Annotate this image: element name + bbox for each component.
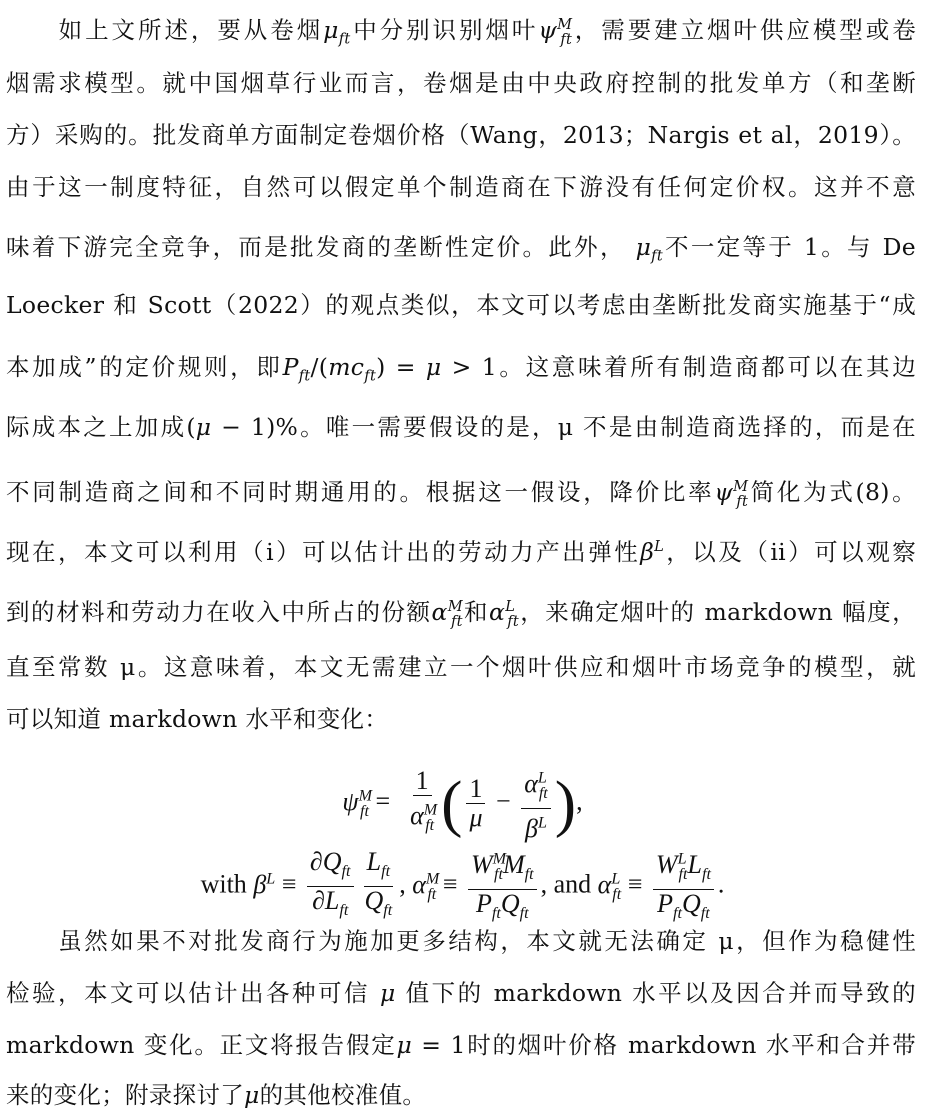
p1-line-1: 如上文所述，要从卷烟$\mu_{ft}$中分别识别烟叶$\psi^M_{ft}$，需要建立烟叶供应模型或卷	[56, 15, 916, 48]
p1-line-7: 本加成”的定价规则，即$P_{ft}/(mc_{ft}) = \mu > 1$。这意味着所有制造商都可以在其边	[6, 353, 916, 385]
p1-line-2: 烟需求模型。就中国烟草行业而言，卷烟是由中央政府控制的批发单方（和垄断	[6, 69, 916, 97]
equation-definitions: with $\beta^L$ ≡ $\frac{\partial Q_{ft}}{\partial L_{ft}}$ $\frac{L_{ft}}{Q_{ft}}$ , $\alpha^M_{ft}$ ≡ $\frac{W^M_{ft}M_{ft}}{P_{ft}Q_{ft}}$ , and $\alpha^L_{ft}$ ≡ $\frac{W^L_{ft}L_{ft}}{P_{ft}Q_{ft}}$ .	[200, 847, 725, 923]
p1-line-3: 方）采购的。批发商单方面制定卷烟价格（Wang，2013；Nargis et al，2019）。	[6, 121, 916, 149]
p1-line-12: 直至常数 μ。这意味着，本文无需建立一个烟叶供应和烟叶市场竞争的模型，就	[6, 653, 916, 681]
p1-line-9: 不同制造商之间和不同时期通用的。根据这一假设，降价比率$\psi^M_{ft}$简化为式(8)。	[6, 477, 916, 510]
p1-line-6: Loecker 和 Scott（2022）的观点类似，本文可以考虑由垄断批发商实施基于“成	[6, 291, 916, 319]
p1-line-8: 际成本之上加成(μ − 1)%。唯一需要假设的是，μ 不是由制造商选择的，而是在	[6, 413, 916, 441]
p2-line-4: 来的变化；附录探讨了μ的其他校准值。	[6, 1081, 427, 1109]
p1-line-11: 到的材料和劳动力在收入中所占的份额$\alpha^M_{ft}$和$\alpha^L_{ft}$，来确定烟叶的 markdown 幅度，	[6, 597, 916, 630]
p1-line-4: 由于这一制度特征，自然可以假定单个制造商在下游没有任何定价权。这并不意	[6, 173, 916, 201]
p1-line-13: 可以知道 markdown 水平和变化：	[6, 705, 389, 733]
p2-line-2: 检验，本文可以估计出各种可信 μ 值下的 markdown 水平以及因合并而导致的	[6, 979, 916, 1007]
equation-psi: $\psi^M_{ft}$ = $\frac{1}{\alpha^M_{ft}}$ ( $\frac{1}{\mu}$ − $\frac{\alpha^L_{ft}}{\beta^L}$ ),	[342, 766, 583, 843]
p2-line-1: 虽然如果不对批发商行为施加更多结构，本文就无法确定 μ，但作为稳健性	[56, 927, 916, 955]
p1-line-5: 味着下游完全竞争，而是批发商的垄断性定价。此外， $\mu_{ft}$不一定等于 1。与 De	[6, 233, 916, 265]
p2-line-3: markdown 变化。正文将报告假定μ = 1时的烟叶价格 markdown 水平和合并带	[6, 1031, 917, 1059]
p1-line-10: 现在，本文可以利用（i）可以估计出的劳动力产出弹性$\beta^L$，以及（ii）可以观察	[6, 537, 917, 566]
